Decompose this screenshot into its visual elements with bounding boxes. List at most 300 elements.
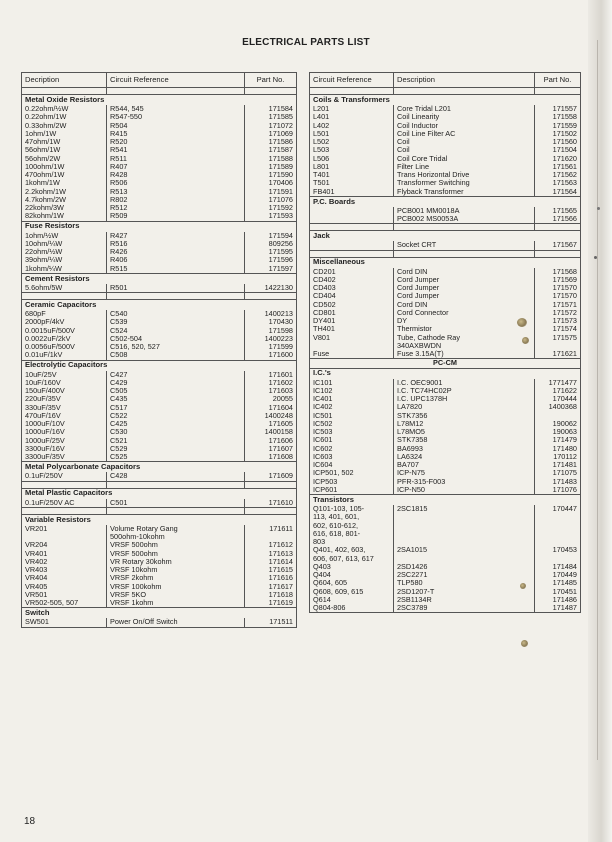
row-col-1: IC603	[310, 453, 394, 461]
spacer-cell	[107, 88, 245, 95]
table-row	[22, 265, 297, 274]
section-header	[22, 360, 297, 371]
table-row	[22, 566, 297, 574]
row-col-1: VR403	[22, 566, 107, 574]
table-row	[310, 530, 581, 538]
row-col-1: IC601	[310, 436, 394, 444]
table-row	[310, 122, 581, 130]
table-row	[22, 284, 297, 293]
row-col-1: CD201	[310, 268, 394, 276]
row-col-1: 4.7kohm/2W	[22, 196, 107, 204]
part-number: 171511	[245, 618, 297, 627]
table-row	[310, 215, 581, 224]
row-col-1: 2000pF/4kV	[22, 318, 107, 326]
part-number: 171605	[245, 420, 297, 428]
table-row	[22, 188, 297, 196]
table-row	[22, 204, 297, 212]
ink-spot	[520, 583, 526, 589]
row-col-2: R541	[107, 146, 245, 154]
row-col-1: 39ohm/¼W	[22, 256, 107, 264]
row-col-1: CD502	[310, 301, 394, 309]
row-col-2: C435	[107, 395, 245, 403]
row-col-1: IC602	[310, 445, 394, 453]
row-col-2: Volume Rotary Gang	[107, 525, 245, 533]
part-number: 171502	[535, 130, 581, 138]
table-row	[310, 163, 581, 171]
row-col-2: C508	[107, 351, 245, 360]
table-row	[310, 342, 581, 350]
row-col-1: ICP503	[310, 478, 394, 486]
row-col-2: VRSF 5KO	[107, 591, 245, 599]
spacer-cell	[245, 293, 297, 300]
row-col-1: Q804-806	[310, 604, 394, 613]
part-number: 171609	[245, 472, 297, 481]
part-number: 171587	[245, 146, 297, 154]
row-col-1: 10ohm/¼W	[22, 240, 107, 248]
row-col-2: VRSF 500ohm	[107, 550, 245, 558]
row-col-1: Q614	[310, 596, 394, 604]
section-title: Electrolytic Capacitors	[22, 360, 297, 371]
row-col-2: Cord DIN	[394, 268, 535, 276]
part-number: 171622	[535, 387, 581, 395]
table-row	[310, 461, 581, 469]
row-col-1: 330uF/35V	[22, 404, 107, 412]
row-col-2: PCB002 MS0053A	[394, 215, 535, 224]
section-title: Fuse Resistors	[22, 221, 297, 232]
row-col-1: VR401	[22, 550, 107, 558]
row-col-1: IC604	[310, 461, 394, 469]
spacer-cell	[245, 507, 297, 514]
row-col-1: Q604, 605	[310, 579, 394, 587]
part-number: 171567	[535, 241, 581, 250]
table-row	[310, 563, 581, 571]
table-row	[22, 122, 297, 130]
table-row	[310, 579, 581, 587]
table-row	[310, 571, 581, 579]
part-number	[245, 533, 297, 541]
section-title: Jack	[310, 231, 581, 242]
row-col-2: R513	[107, 188, 245, 196]
row-col-2: 2SA1015	[394, 546, 535, 554]
part-number: 171572	[535, 309, 581, 317]
part-number: 171479	[535, 436, 581, 444]
row-col-2: R547-550	[107, 113, 245, 121]
row-col-1: 10uF/160V	[22, 379, 107, 387]
row-col-2: R520	[107, 138, 245, 146]
table-row	[310, 513, 581, 521]
part-number: 171480	[535, 445, 581, 453]
row-col-2: R426	[107, 248, 245, 256]
table-row	[310, 350, 581, 359]
table-row	[310, 469, 581, 477]
header-part-no: Part No.	[535, 73, 581, 88]
row-col-1: Q608, 609, 615	[310, 588, 394, 596]
row-col-2: ICP-N75	[394, 469, 535, 477]
row-col-1: IC503	[310, 428, 394, 436]
part-number	[535, 513, 581, 521]
row-col-1: 1000uF/16V	[22, 428, 107, 436]
row-col-1: CD403	[310, 284, 394, 292]
part-number: 171615	[245, 566, 297, 574]
table-row	[310, 555, 581, 563]
section-header	[22, 514, 297, 525]
section-header	[310, 95, 581, 106]
part-number: 171613	[245, 550, 297, 558]
row-col-1: Q404	[310, 571, 394, 579]
part-number	[535, 555, 581, 563]
spacer-cell	[22, 507, 107, 514]
row-col-1: 606, 607, 613, 617	[310, 555, 394, 563]
row-col-2: 500ohm-10kohm	[107, 533, 245, 541]
row-col-2: R415	[107, 130, 245, 138]
row-col-1: T401	[310, 171, 394, 179]
part-number: 1400213	[245, 310, 297, 318]
table-row	[22, 525, 297, 533]
table-row	[310, 395, 581, 403]
spacer-cell	[245, 481, 297, 488]
row-col-2: C517	[107, 404, 245, 412]
part-number: 171604	[245, 404, 297, 412]
table-row	[310, 284, 581, 292]
row-col-2: Core Tridal L201	[394, 105, 535, 113]
row-col-2	[394, 530, 535, 538]
table-row	[22, 541, 297, 549]
row-col-2: STK7356	[394, 412, 535, 420]
part-number: 171608	[245, 453, 297, 462]
section-header	[22, 95, 297, 106]
row-col-2: LA6324	[394, 453, 535, 461]
section-header	[22, 273, 297, 284]
spacer-cell	[394, 250, 535, 257]
section-header	[310, 231, 581, 242]
table-row	[22, 171, 297, 179]
row-col-1: CD801	[310, 309, 394, 317]
table-row	[310, 334, 581, 342]
table-row	[22, 335, 297, 343]
part-number: 171593	[245, 212, 297, 221]
table-row	[310, 241, 581, 250]
row-col-2: R515	[107, 265, 245, 274]
part-number: 171596	[245, 256, 297, 264]
part-number: 171595	[245, 248, 297, 256]
row-col-1: VR405	[22, 583, 107, 591]
row-col-2: R504	[107, 122, 245, 130]
part-number: 809256	[245, 240, 297, 248]
row-col-2: BA707	[394, 461, 535, 469]
table-spacer	[310, 250, 581, 257]
part-number: 171602	[245, 379, 297, 387]
section-title: Metal Plastic Capacitors	[22, 488, 297, 499]
row-col-2: R516	[107, 240, 245, 248]
row-col-1: 470ohm/1W	[22, 171, 107, 179]
part-number	[535, 538, 581, 546]
part-number: 171619	[245, 599, 297, 608]
table-row	[22, 420, 297, 428]
row-col-2: Transformer Switching	[394, 179, 535, 187]
row-col-2: 2SD1207-T	[394, 588, 535, 596]
row-col-1: CD404	[310, 292, 394, 300]
row-col-2: C428	[107, 472, 245, 481]
table-row	[22, 428, 297, 436]
table-row	[310, 179, 581, 187]
row-col-2: PCB001 MM0018A	[394, 207, 535, 215]
row-col-1: L801	[310, 163, 394, 171]
row-col-2: R427	[107, 232, 245, 240]
row-col-2: R406	[107, 256, 245, 264]
row-col-2: Coil	[394, 146, 535, 154]
row-col-2: Coil	[394, 138, 535, 146]
row-col-1: Q403	[310, 563, 394, 571]
row-col-2: VRSF 2kohm	[107, 574, 245, 582]
spacer-cell	[394, 88, 535, 95]
header-part-no: Part No.	[245, 73, 297, 88]
row-col-1: 0.01uF/1kV	[22, 351, 107, 360]
table-row	[22, 574, 297, 582]
row-col-2: L78MO5	[394, 428, 535, 436]
row-col-2: C501	[107, 499, 245, 508]
row-col-1: T501	[310, 179, 394, 187]
row-col-1: IC102	[310, 387, 394, 395]
row-col-2: C516, 520, 527	[107, 343, 245, 351]
part-number: 171621	[535, 350, 581, 359]
row-col-1: Fuse	[310, 350, 394, 359]
row-col-2: Thermistor	[394, 325, 535, 333]
part-number: 171069	[245, 130, 297, 138]
part-number: 171612	[245, 541, 297, 549]
table-row	[310, 171, 581, 179]
row-col-1: ICP601	[310, 486, 394, 495]
row-col-2: C429	[107, 379, 245, 387]
page-number: 18	[24, 816, 36, 827]
part-number: 171620	[535, 155, 581, 163]
row-col-1: 0.0056uF/500V	[22, 343, 107, 351]
row-col-1: 0.33ohm/2W	[22, 122, 107, 130]
part-number: 171568	[535, 268, 581, 276]
table-header-row	[22, 73, 297, 88]
row-col-1: 0.22ohm/1W	[22, 113, 107, 121]
row-col-2: Power On/Off Switch	[107, 618, 245, 627]
part-number: 170447	[535, 505, 581, 513]
spacer-cell	[535, 224, 581, 231]
table-row	[22, 256, 297, 264]
part-number: 171559	[535, 122, 581, 130]
row-col-1: 22ohm/½W	[22, 248, 107, 256]
row-col-2: C539	[107, 318, 245, 326]
table-row	[22, 404, 297, 412]
table-row	[22, 318, 297, 326]
table-row	[310, 105, 581, 113]
table-row	[22, 379, 297, 387]
spacer-cell	[22, 293, 107, 300]
row-col-2: Tube, Cathode Ray	[394, 334, 535, 342]
table-row	[310, 453, 581, 461]
row-col-1: ICP501, 502	[310, 469, 394, 477]
row-col-1: 56ohm/1W	[22, 146, 107, 154]
table-row	[310, 301, 581, 309]
row-col-2: C522	[107, 412, 245, 420]
table-row	[22, 591, 297, 599]
table-row	[310, 113, 581, 121]
part-number: 171561	[535, 163, 581, 171]
table-row	[22, 196, 297, 204]
row-col-1: VR204	[22, 541, 107, 549]
section-title: Metal Oxide Resistors	[22, 95, 297, 106]
row-col-2: 2SD1426	[394, 563, 535, 571]
table-row	[310, 505, 581, 513]
row-col-1: Q401, 402, 603,	[310, 546, 394, 554]
table-row	[22, 583, 297, 591]
part-number: 171076	[245, 196, 297, 204]
row-col-2: C427	[107, 371, 245, 379]
section-header	[22, 462, 297, 473]
table-spacer	[310, 88, 581, 95]
part-number: 1400368	[535, 403, 581, 411]
row-col-2: Coil Core Tridal	[394, 155, 535, 163]
spacer-cell	[535, 88, 581, 95]
table-spacer	[22, 88, 297, 95]
part-number: 170112	[535, 453, 581, 461]
table-row	[310, 546, 581, 554]
spacer-cell	[107, 293, 245, 300]
section-title: P.C. Boards	[310, 196, 581, 207]
row-col-1	[22, 533, 107, 541]
table-row	[22, 130, 297, 138]
row-col-2: VRSF 10kohm	[107, 566, 245, 574]
page-edge	[588, 0, 612, 842]
section-title: Metal Polycarbonate Capacitors	[22, 462, 297, 473]
spacer-cell	[535, 250, 581, 257]
row-col-1: 82kohm/1W	[22, 212, 107, 221]
row-col-1	[310, 215, 394, 224]
row-col-1: 3300uF/16V	[22, 445, 107, 453]
section-header	[310, 257, 581, 268]
part-number: 171562	[535, 171, 581, 179]
table-header-row	[310, 73, 581, 88]
table-spacer	[22, 293, 297, 300]
row-col-2: R544, 545	[107, 105, 245, 113]
part-number: 171617	[245, 583, 297, 591]
section-header	[310, 495, 581, 506]
row-col-2: Cord Jumper	[394, 284, 535, 292]
parts-table-right	[309, 72, 580, 613]
row-col-1: 150uF/400V	[22, 387, 107, 395]
part-number: 171574	[535, 325, 581, 333]
table-row	[22, 343, 297, 351]
spacer-cell	[245, 88, 297, 95]
section-title: Miscellaneous	[310, 257, 581, 268]
row-col-2: Cord DIN	[394, 301, 535, 309]
row-col-1: IC501	[310, 412, 394, 420]
row-col-1: 0.1uF/250V AC	[22, 499, 107, 508]
row-col-1: 22kohm/3W	[22, 204, 107, 212]
row-col-1: VR404	[22, 574, 107, 582]
table-row	[310, 379, 581, 387]
row-col-2: R428	[107, 171, 245, 179]
row-col-2: 340AXBWDN	[394, 342, 535, 350]
spacer-cell	[22, 88, 107, 95]
table-row	[22, 533, 297, 541]
row-col-1: 2.2kohm/1W	[22, 188, 107, 196]
part-number: 171076	[535, 486, 581, 495]
section-title: I.C.'s	[310, 368, 581, 379]
row-col-1: 1000uF/25V	[22, 437, 107, 445]
row-col-1: 616, 618, 801-	[310, 530, 394, 538]
part-number: 171504	[535, 146, 581, 154]
row-col-1: SW501	[22, 618, 107, 627]
table-row	[22, 163, 297, 171]
part-number: 171483	[535, 478, 581, 486]
table-row	[22, 232, 297, 240]
row-col-2	[394, 555, 535, 563]
part-number: 171564	[535, 188, 581, 197]
parts-table-left	[21, 72, 296, 628]
table-row	[22, 105, 297, 113]
row-col-1: 220uF/35V	[22, 395, 107, 403]
row-col-2: I.C. UPC1378H	[394, 395, 535, 403]
table-row	[310, 268, 581, 276]
part-number: 171570	[535, 292, 581, 300]
table-row	[310, 604, 581, 613]
row-col-1: 0.22ohm/½W	[22, 105, 107, 113]
part-number: 171597	[245, 265, 297, 274]
part-number: 170451	[535, 588, 581, 596]
row-col-2: C524	[107, 327, 245, 335]
table-row	[22, 327, 297, 335]
row-col-1: L503	[310, 146, 394, 154]
table-row	[310, 130, 581, 138]
row-col-1: IC402	[310, 403, 394, 411]
part-number	[535, 412, 581, 420]
table-spacer	[310, 224, 581, 231]
row-col-1: IC401	[310, 395, 394, 403]
table-spacer	[22, 481, 297, 488]
row-col-1: V801	[310, 334, 394, 342]
row-col-2: R512	[107, 204, 245, 212]
table-row	[310, 588, 581, 596]
row-col-2: Cord Connector	[394, 309, 535, 317]
section-header	[22, 488, 297, 499]
part-number: 171598	[245, 327, 297, 335]
table-row	[310, 445, 581, 453]
page-title: ELECTRICAL PARTS LIST	[242, 37, 370, 48]
row-col-1: 0.0022uF/2kV	[22, 335, 107, 343]
row-col-2	[394, 513, 535, 521]
row-col-2: VR Rotary 30kohm	[107, 558, 245, 566]
row-col-2: C521	[107, 437, 245, 445]
part-number: 171616	[245, 574, 297, 582]
row-col-1: 680pF	[22, 310, 107, 318]
row-col-2: VRSF 1kohm	[107, 599, 245, 608]
row-col-1: CD402	[310, 276, 394, 284]
ink-spot	[597, 207, 600, 210]
part-number	[535, 530, 581, 538]
table-row	[310, 317, 581, 325]
ink-spot	[594, 256, 597, 259]
part-number: 171586	[245, 138, 297, 146]
part-number: 171600	[245, 351, 297, 360]
row-col-2: Socket CRT	[394, 241, 535, 250]
table-spacer	[22, 507, 297, 514]
row-col-2: R509	[107, 212, 245, 221]
table-row	[22, 412, 297, 420]
table-row	[22, 248, 297, 256]
row-col-2: 2SC1815	[394, 505, 535, 513]
row-col-2: STK7358	[394, 436, 535, 444]
row-col-2: Flyback Transformer	[394, 188, 535, 197]
ink-spot	[522, 337, 529, 344]
row-col-2: C540	[107, 310, 245, 318]
part-number: 171606	[245, 437, 297, 445]
